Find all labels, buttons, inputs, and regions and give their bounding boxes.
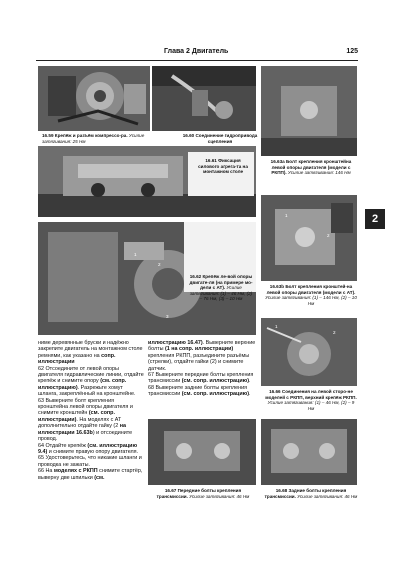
fig-title: Соединение гидропривода сцепления: [195, 133, 258, 144]
text-run: и снимите правую опору двигателя.: [47, 448, 139, 455]
fig-number: 16.63a: [270, 159, 285, 164]
paragraph-61: [38, 340, 144, 366]
text-run: 64 Отдайте крепёж: [38, 442, 88, 449]
paragraph-65: [38, 455, 144, 468]
figure-16-66-caption: [264, 389, 358, 411]
fig-title: Передние болты крепления трансмиссии.: [156, 488, 242, 499]
text-run: . Выверните верхние болты: [148, 340, 256, 353]
fig-number: 16.66: [269, 389, 281, 394]
fig-number: 16.63b: [269, 284, 285, 289]
page-number: 125: [346, 48, 358, 55]
text-column-middle: [148, 340, 256, 398]
fig-title: Болт крепления кронштейна левой опоры двигателя (модели с РКПП).: [271, 159, 352, 176]
figure-16-67-caption: [150, 488, 256, 499]
paragraph-66-cont: [148, 340, 256, 372]
callout-2: 2: [158, 262, 161, 267]
figure-16-68-caption: [264, 488, 358, 499]
callout-3: 3: [166, 314, 169, 319]
fig-note: Усилие затягивания: 146 Нм: [287, 170, 351, 176]
text-run: . Разрежьте хомут шланга, закреплённый на кронштейне.: [38, 384, 136, 398]
text-run: ) и отсоедините провод.: [38, 429, 133, 443]
figure-16-67-photo: [148, 419, 256, 485]
text-run: снимите стартёр, выверну две шпильки: [38, 468, 143, 481]
text-run: 66 На: [38, 468, 54, 475]
reference: (см. сопр. иллюстрации): [38, 410, 115, 423]
fig-title: Крепёж ле-вой опоры двигате-ля (на примере мо-дели с АТ).: [189, 274, 253, 291]
fig-number: 16.60: [182, 133, 195, 138]
paragraph-62: [38, 366, 144, 398]
reference: (см. сопр. иллюстрацию): [181, 378, 250, 385]
figure-16-68-photo: [261, 419, 357, 485]
figure-16-63a-caption: [264, 159, 358, 176]
fig-note: Усилие затягивания: (1) – 46 Нм, (2) – 76 Нм, (3) – 10 Нм: [189, 285, 253, 302]
fig-number: 16.67: [164, 488, 177, 493]
text-run: .: [249, 378, 251, 385]
callout-1: 1: [275, 324, 278, 329]
text-run: .: [249, 391, 251, 398]
figure-16-59-photo: [38, 66, 150, 131]
fig-number: 16.68: [275, 488, 288, 493]
fig-number: 16.59: [42, 133, 54, 138]
paragraph-66: [38, 468, 144, 481]
reference: (см. сопр. иллюстрацию): [38, 378, 127, 391]
figure-16-62-photo: [38, 222, 256, 335]
callout-1: 1: [134, 252, 137, 257]
reference: сопр. иллюстрации: [38, 352, 116, 366]
chapter-title: Глава 2 Двигатель: [164, 48, 229, 55]
reference: (1 на сопр. иллюстрации): [164, 346, 234, 353]
fig-number: 16.62: [189, 274, 202, 279]
reference: (см.: [94, 474, 105, 481]
chapter-tab: 2: [365, 209, 385, 229]
fig-title: Болт крепления кронштей-на левой опоры двигателя (модели с АТ).: [266, 284, 356, 295]
text-run: 63 Выверните болт крепления кронштейна левой опоры двигателя и снимите кронштейн: [38, 397, 133, 417]
text-run: крепления РКПП, разъедините разъёмы (стрелки), отдайте гайки (2) и снимите датчик.: [148, 352, 250, 372]
figure-16-63b-photo: [261, 195, 357, 281]
fig-note: Усилие затягивания: 46 Нм: [297, 493, 358, 499]
figure-16-60-photo: [152, 66, 256, 131]
text-run: . На моделях с АТ дополнительно отдайте гайку (2: [38, 416, 122, 430]
paragraph-64: [38, 443, 144, 456]
fig-note: Усилие затягивания: 25 Нм: [42, 133, 145, 144]
text-column-left: [38, 340, 144, 481]
fig-number: 16.61: [205, 158, 217, 163]
fig-title: Соединения на левой сторо-не моделей с РКПП, верхний крепёж РКПП.: [265, 389, 357, 400]
paragraph-63: [38, 398, 144, 443]
figure-16-61-caption: [198, 158, 248, 175]
text-run: 62 Отсоедините от левой опоры двигателя гидравлические линии, отдайте крепёж и снимите опору: [38, 365, 144, 385]
figure-16-60-caption: [180, 133, 260, 144]
fig-title: Крепёж и разъём компрессо-ра.: [54, 133, 128, 138]
callout-2: 2: [327, 233, 330, 238]
reference: иллюстрацию 16.47): [148, 340, 203, 346]
text-run: ниме деревянные бруски и надёжно закрепите двигатель на монтажном столе ремнями, как указано на: [38, 340, 143, 359]
paragraph-67: [148, 372, 256, 385]
text-run: 68 Выверните задние болты крепления трансмиссии: [148, 384, 248, 398]
reference: (см. сопр. иллюстрацию): [181, 391, 250, 398]
figure-16-62-caption: [188, 274, 254, 302]
figure-16-61-photo: [38, 146, 256, 217]
fig-title: Задние болты крепления трансмиссии.: [264, 488, 347, 499]
fig-title: Фиксация силового агрега-та на монтажном столе: [198, 158, 248, 175]
figure-16-59-caption: [42, 133, 152, 144]
reference: на иллюстрации 16.63b: [38, 423, 126, 436]
callout-1: 1: [285, 213, 288, 218]
page-header: [36, 48, 358, 61]
emphasis: моделях с РКПП: [53, 468, 98, 475]
fig-note: Усилие затягивания: (1) – 46 Нм, (2) – 9 Нм: [267, 400, 355, 411]
text-run: 65 Удостоверьтесь, что никакие шланги и проводка не зажаты.: [38, 455, 142, 468]
fig-note: Усилие затягивания: (1) – 146 Нм, (2) – 10 Нм: [265, 295, 357, 306]
fig-note: Усилие затягивания: 46 Нм: [189, 493, 250, 499]
figure-16-66-photo: [261, 318, 357, 386]
text-run: 67 Выверните передние болты крепления трансмиссии: [148, 372, 254, 385]
figure-16-63b-caption: [264, 284, 358, 306]
callout-2: 2: [333, 330, 336, 335]
paragraph-68: [148, 385, 256, 398]
reference: (см. иллюстрацию 9.4): [38, 442, 138, 455]
figure-16-63a-photo: [261, 66, 357, 156]
